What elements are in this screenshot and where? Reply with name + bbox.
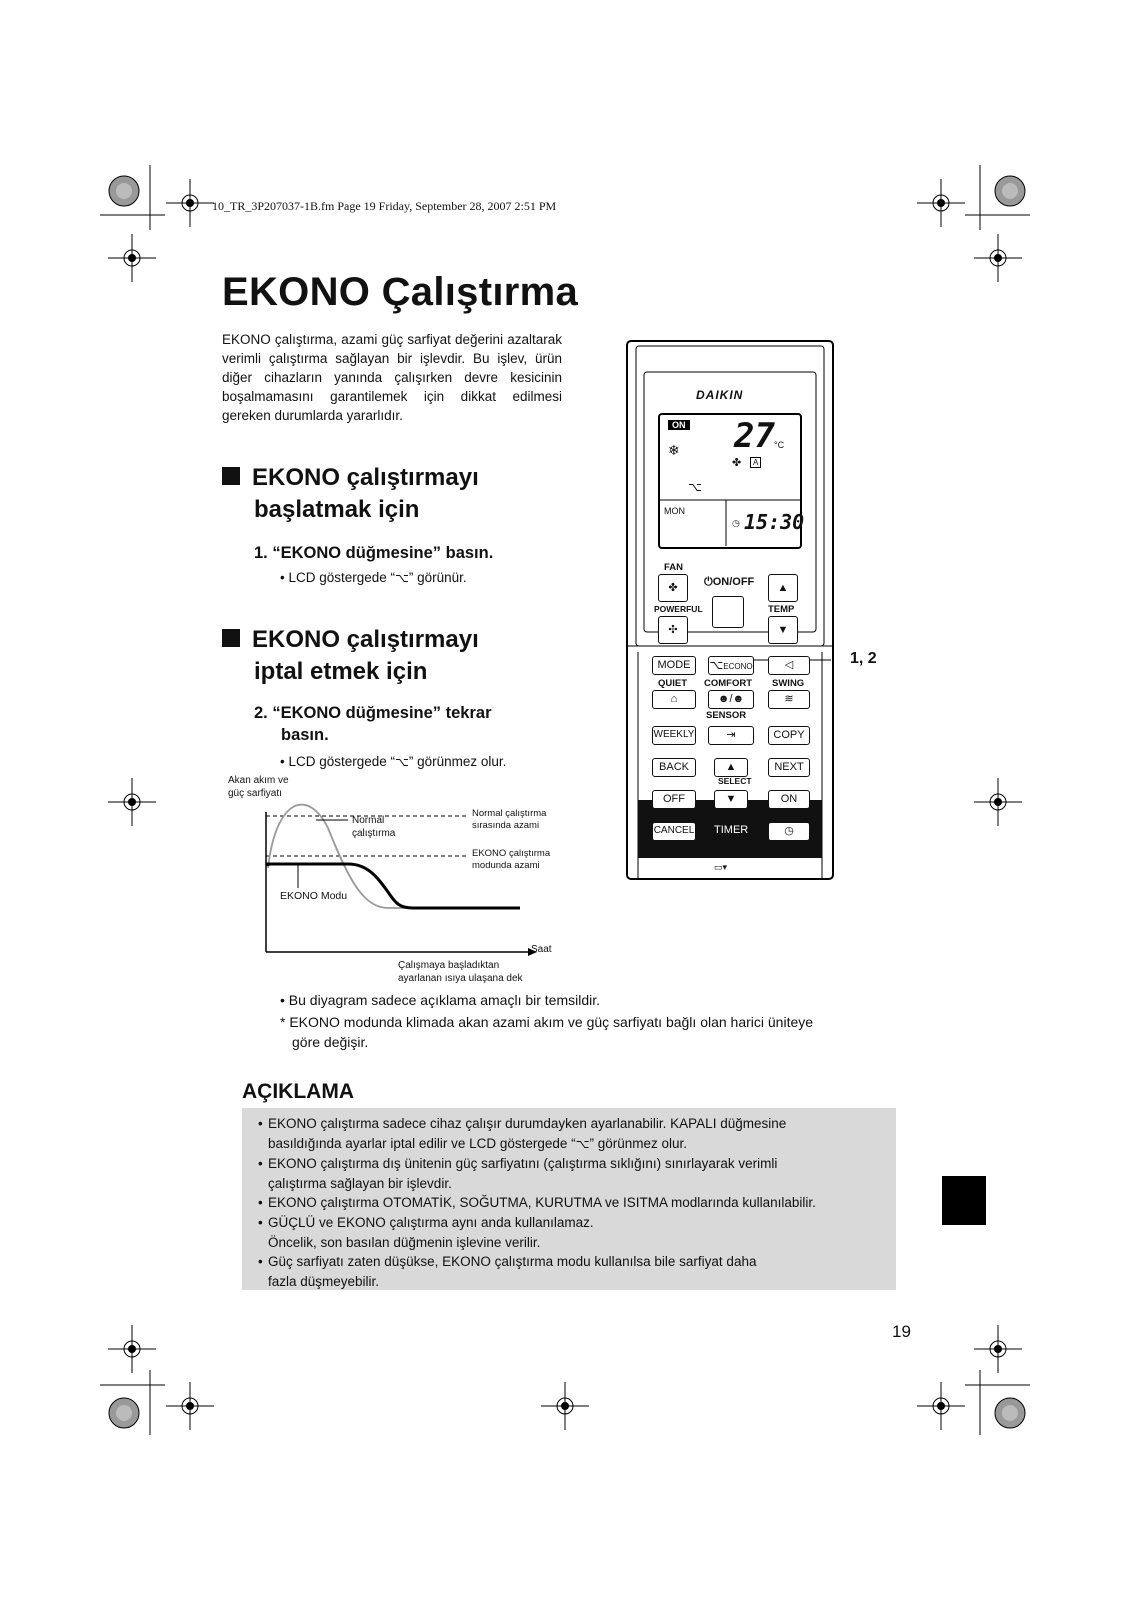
intro-paragraph: EKONO çalıştırma, azami güç sarfiyat değerini azaltarak verimli çalıştırma sağlayan bir işlevdir. Bu işlev, ürün diğer cihazların yanında çalışırken devre kesicinin boşalmamasını garantilemek için dikkat edilmesi gereken durumlarda yararlıdır. — [222, 332, 562, 423]
next-button[interactable]: NEXT — [768, 758, 810, 777]
mode-button[interactable]: MODE — [652, 656, 696, 675]
comfort-sensor-button[interactable] — [708, 690, 754, 709]
lcd-unit: °C — [774, 440, 785, 450]
timer-off-button[interactable]: OFF — [652, 790, 696, 809]
callout-label: 1, 2 — [850, 650, 877, 667]
section-cancel-heading: EKONO çalıştırmayı iptal etmek için — [222, 624, 479, 688]
up-arrow-icon: ▲ — [777, 582, 789, 594]
fan-icon: ✤ — [732, 457, 742, 469]
diagram-x-label: Saat — [531, 944, 552, 955]
aciklama-item-3: • EKONO çalıştırma OTOMATİK, SOĞUTMA, KURUTMA ve ISITMA modlarında kullanılabilir. — [268, 1193, 884, 1213]
up-arrow-icon: ▲ — [725, 761, 737, 773]
swing-button[interactable] — [768, 690, 810, 709]
timer-label: TIMER — [714, 824, 749, 836]
diagram-normal-label: Normal çalıştırma — [352, 815, 396, 839]
clock-icon: ◷ — [732, 518, 740, 528]
aciklama-heading: AÇIKLAMA — [242, 1080, 354, 1103]
lcd-econo-icon: ⌥ — [688, 480, 702, 494]
timer-on-button[interactable]: ON — [768, 790, 810, 809]
clock-icon: ◷ — [784, 825, 794, 837]
on-off-button[interactable] — [712, 596, 744, 628]
page-title: EKONO Çalıştırma — [222, 270, 579, 314]
temp-label: TEMP — [768, 604, 795, 615]
temp-up-button[interactable] — [768, 574, 798, 602]
brand-logo: DAIKIN — [696, 388, 744, 402]
remote-control — [626, 340, 834, 880]
lcd-time: 15:30 — [744, 510, 805, 534]
back-button[interactable]: BACK — [652, 758, 696, 777]
lcd-temp: 27 — [734, 416, 775, 456]
diagram-y-label: Akan akım ve güç sarfiyatı — [228, 775, 289, 799]
aciklama-item-4: • GÜÇLÜ ve EKONO çalıştırma aynı anda kullanılamaz. Öncelik, son basılan düğmenin işlevine verilir. — [268, 1213, 884, 1252]
diagram-x-caption: Çalışmaya başladıktan ayarlanan ısıya ulaşana dek — [398, 960, 523, 984]
page-number: 19 — [892, 1322, 911, 1341]
diagram-econo-mode: EKONO Modu — [280, 890, 348, 902]
step-1: 1. “EKONO düğmesine” basın. — [254, 544, 494, 562]
lcd-day: MON — [664, 506, 685, 516]
aciklama-item-1: • EKONO çalıştırma sadece cihaz çalışır durumdayken ayarlanabilir. KAPALI düğmesine basıldığında ayarlar iptal edilir ve LCD göstergede “⌥” görünmez olur. — [268, 1114, 884, 1154]
swing-label: SWING — [772, 678, 805, 689]
aciklama-item-2: • EKONO çalıştırma dış ünitenin güç sarfiyatını (çalıştırma sıklığını) sınırlayarak verimli çalıştırma sağlayan bir işlevdir. — [268, 1154, 884, 1193]
clock-button[interactable] — [768, 822, 810, 841]
lcd-on-indicator: ON — [668, 420, 690, 430]
select-label: SELECT — [718, 776, 752, 786]
step-2-bullet: • LCD göstergede “⌥” görünmez olur. — [280, 754, 507, 769]
step-1-bullet: • LCD göstergede “⌥” görünür. — [280, 570, 467, 585]
file-header: 10_TR_3P207037-1B.fm Page 19 Friday, September 28, 2007 2:51 PM — [212, 199, 557, 213]
aciklama-box — [242, 1108, 896, 1290]
comfort-icon: ☻/☻ — [717, 693, 745, 705]
down-arrow-icon: ▼ — [725, 793, 737, 805]
quiet-button[interactable] — [652, 690, 696, 709]
lcd-fan-auto: A — [750, 457, 761, 468]
temp-down-button[interactable] — [768, 616, 798, 644]
copy-button[interactable]: COPY — [768, 726, 810, 745]
select-down-button[interactable] — [714, 790, 748, 809]
econo-icon: ⌥ — [575, 1136, 590, 1151]
sensor-label: SENSOR — [706, 710, 747, 721]
note-2: * EKONO modunda klimada akan azami akım ve güç sarfiyatı bağlı olan harici üniteye göre değişir. — [280, 1014, 814, 1050]
fan-speed-icon: ◁ — [784, 659, 794, 671]
aciklama-item-5: • Güç sarfiyatı zaten düşükse, EKONO çalıştırma modu kullanılsa bile sarfiyat daha fazla düşmeyebilir. — [268, 1252, 884, 1291]
fan-label: FAN — [664, 562, 683, 573]
fan-button[interactable] — [658, 574, 688, 602]
cancel-button[interactable]: CANCEL — [652, 822, 696, 841]
fan-speed-button[interactable] — [768, 656, 810, 675]
powerful-button[interactable] — [658, 616, 688, 644]
snowflake-icon: ❄ — [668, 442, 680, 458]
on-off-label: ⏻ON/OFF — [704, 576, 755, 588]
program-icon: ⇥ — [726, 729, 736, 741]
step-2: 2. “EKONO düğmesine” tekrar basın. — [254, 704, 492, 744]
econo-icon: ⌥ — [709, 658, 724, 672]
quiet-icon: ⌂ — [670, 693, 678, 705]
diagram-econo-max: EKONO çalıştırma modunda azami — [472, 848, 551, 871]
square-bullet-icon — [222, 467, 240, 485]
fan-icon: ✤ — [668, 582, 678, 594]
comfort-label: COMFORT — [704, 678, 753, 689]
weekly-button[interactable]: WEEKLY — [652, 726, 696, 745]
powerful-label: POWERFUL — [654, 604, 703, 614]
econo-icon: ⌥ — [395, 571, 409, 585]
quiet-label: QUIET — [658, 678, 688, 689]
econo-diagram — [228, 775, 568, 990]
diagram-normal-max: Normal çalıştırma sırasında azami — [472, 808, 547, 831]
select-up-button[interactable] — [714, 758, 748, 777]
down-arrow-icon: ▼ — [777, 624, 789, 636]
battery-icon: ▭▾ — [714, 862, 728, 872]
program-button[interactable] — [708, 726, 754, 745]
swing-icon: ≋ — [784, 693, 794, 705]
econo-icon: ⌥ — [395, 755, 409, 769]
econo-button[interactable]: ⌥ECONO — [708, 656, 754, 675]
language-tab-marker — [942, 1176, 986, 1225]
square-bullet-icon — [222, 629, 240, 647]
powerful-icon: ✣ — [668, 624, 678, 636]
section-start-heading: EKONO çalıştırmayı başlatmak için — [222, 462, 479, 526]
note-1: • Bu diyagram sadece açıklama amaçlı bir temsildir. — [280, 992, 601, 1008]
